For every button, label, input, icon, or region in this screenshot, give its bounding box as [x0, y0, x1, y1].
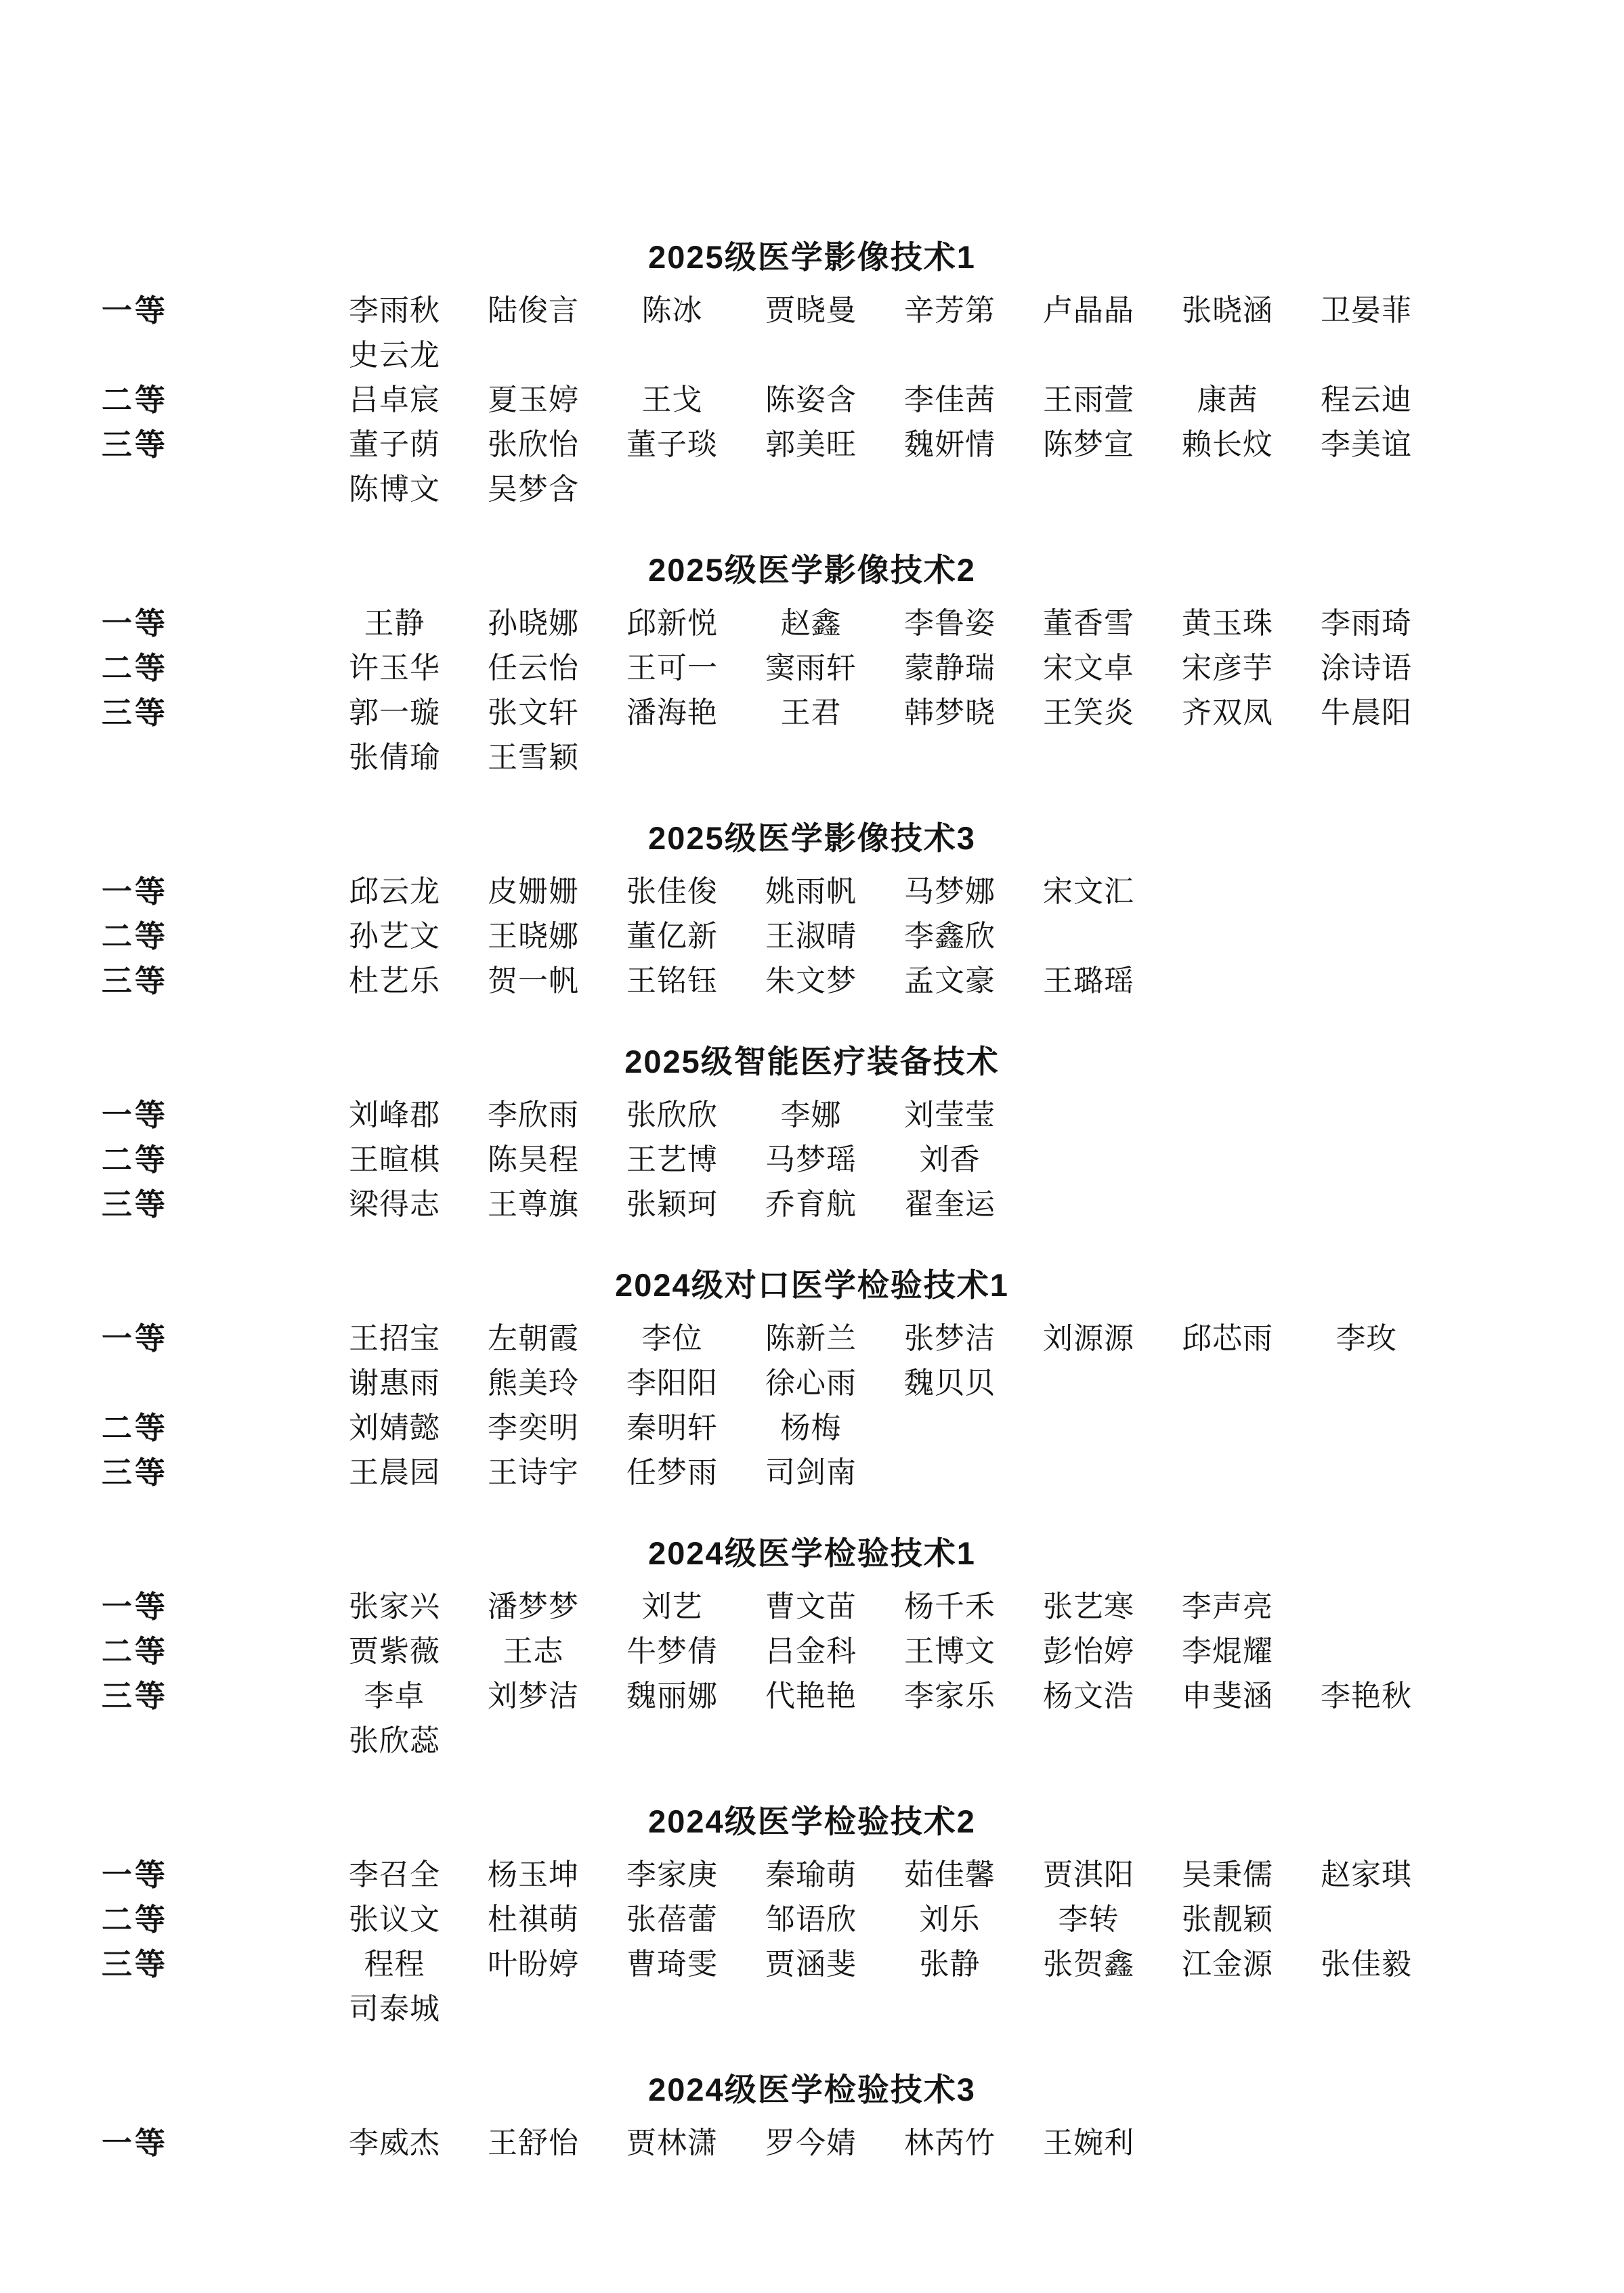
class-title: 2025级医学影像技术2 [648, 552, 976, 588]
student-name: 蒙静瑞 [904, 651, 996, 685]
names-line [325, 423, 1624, 467]
student-name: 郭一璇 [349, 696, 440, 729]
rank-row [0, 1451, 1624, 1495]
names-line [325, 467, 1624, 512]
student-name: 牛梦倩 [626, 1635, 718, 1668]
names-block [325, 959, 1624, 1004]
rank-row [0, 378, 1624, 423]
student-name: 张欣欣 [626, 1098, 718, 1132]
student-name: 李召全 [349, 1858, 440, 1891]
names-block [325, 691, 1624, 780]
student-name: 孟文豪 [904, 964, 996, 998]
rank-row [0, 691, 1624, 780]
names-line [325, 1316, 1624, 1361]
names-line [325, 1987, 1624, 2032]
class-title: 2025级智能医疗装备技术 [624, 1044, 1000, 1079]
names-line [325, 1674, 1624, 1719]
student-name: 贺一帆 [488, 964, 579, 998]
names-line [325, 1629, 1624, 1674]
names-line [325, 914, 1624, 959]
rank-label: 三等 [102, 695, 169, 730]
names-block [325, 1138, 1624, 1182]
student-name: 张靓颖 [1182, 1903, 1273, 1936]
student-name: 杜祺萌 [488, 1903, 579, 1936]
rank-row [0, 423, 1624, 512]
rank-row [0, 1138, 1624, 1182]
names-block [325, 601, 1624, 646]
student-name: 陈冰 [641, 294, 703, 327]
student-name: 邱芯雨 [1182, 1322, 1273, 1355]
student-name: 王艺博 [626, 1143, 718, 1176]
student-name: 张贺鑫 [1043, 1948, 1134, 1981]
student-name: 王静 [364, 607, 425, 640]
class-title: 2025级医学影像技术1 [648, 239, 976, 275]
student-name: 刘梦洁 [488, 1679, 579, 1713]
student-name: 李欣雨 [488, 1098, 579, 1132]
class-section [0, 819, 1624, 1004]
rank-row [0, 1942, 1624, 2032]
rank-row [0, 870, 1624, 914]
student-name: 王尊旗 [488, 1188, 579, 1221]
student-name: 贾晓曼 [765, 294, 857, 327]
student-name: 任梦雨 [626, 1456, 718, 1489]
student-name: 孙艺文 [349, 920, 440, 953]
student-name: 刘艺 [641, 1590, 703, 1623]
student-name: 郭美旺 [765, 428, 857, 461]
student-name: 宋文汇 [1043, 875, 1134, 908]
names-line [325, 601, 1624, 646]
rank-row [0, 914, 1624, 959]
student-name: 李转 [1058, 1903, 1119, 1936]
student-name: 李雨秋 [349, 294, 440, 327]
rank-label: 三等 [102, 1187, 169, 1222]
names-line [325, 1585, 1624, 1629]
rank-row [0, 1898, 1624, 1942]
names-line [325, 1093, 1624, 1138]
student-name: 王可一 [626, 651, 718, 685]
student-name: 张艺寒 [1043, 1590, 1134, 1623]
rank-row [0, 1629, 1624, 1674]
student-name: 王舒怡 [488, 2126, 579, 2160]
student-name: 贾涵斐 [765, 1948, 857, 1981]
student-name: 马梦瑶 [765, 1143, 857, 1176]
student-name: 董子荫 [349, 428, 440, 461]
student-name: 李玫 [1335, 1322, 1397, 1355]
student-name: 李威杰 [349, 2126, 440, 2160]
student-name: 梁得志 [349, 1188, 440, 1221]
student-name: 魏贝贝 [904, 1367, 996, 1400]
names-line [325, 1138, 1624, 1182]
rank-label: 二等 [102, 1411, 169, 1445]
student-name: 康茜 [1197, 383, 1258, 416]
student-name: 彭怡婷 [1043, 1635, 1134, 1668]
student-name: 王招宝 [349, 1322, 440, 1355]
names-block [325, 1629, 1624, 1674]
rank-label: 三等 [102, 964, 169, 998]
student-name: 李娜 [780, 1098, 842, 1132]
names-block [325, 914, 1624, 959]
student-name: 王晨园 [349, 1456, 440, 1489]
student-name: 王暄棋 [349, 1143, 440, 1176]
student-name: 熊美玲 [488, 1367, 579, 1400]
rank-label: 一等 [102, 293, 169, 328]
student-name: 李鲁姿 [904, 607, 996, 640]
class-section [0, 1043, 1624, 1227]
rank-label: 三等 [102, 1679, 169, 1713]
student-name: 邱云龙 [349, 875, 440, 908]
rank-label: 一等 [102, 1321, 169, 1356]
student-name: 李焜耀 [1182, 1635, 1273, 1668]
student-name: 杜艺乐 [349, 964, 440, 998]
student-name: 黄玉珠 [1182, 607, 1273, 640]
class-title: 2024级对口医学检验技术1 [615, 1267, 1009, 1303]
rank-label: 二等 [102, 383, 169, 417]
class-section [0, 1266, 1624, 1495]
student-name: 李奕明 [488, 1411, 579, 1444]
rank-label: 三等 [102, 1947, 169, 1981]
rank-label: 二等 [102, 1634, 169, 1669]
student-name: 任云怡 [488, 651, 579, 685]
student-name: 曹文苗 [765, 1590, 857, 1623]
student-name: 罗今婧 [765, 2126, 857, 2160]
names-block [325, 288, 1624, 378]
names-block [325, 1853, 1624, 1898]
student-name: 宋文卓 [1043, 651, 1134, 685]
student-name: 王笑炎 [1043, 696, 1134, 729]
student-name: 张文轩 [488, 696, 579, 729]
student-name: 卢晶晶 [1043, 294, 1134, 327]
names-line [325, 378, 1624, 423]
rank-row [0, 288, 1624, 378]
rank-row [0, 1674, 1624, 1763]
award-list [0, 238, 1624, 2166]
student-name: 魏妍情 [904, 428, 996, 461]
student-name: 张蓓蕾 [626, 1903, 718, 1936]
student-name: 潘梦梦 [488, 1590, 579, 1623]
student-name: 张静 [919, 1948, 981, 1981]
names-block [325, 1585, 1624, 1629]
student-name: 王雪颖 [488, 741, 579, 774]
rank-row [0, 1316, 1624, 1406]
student-name: 江金源 [1182, 1948, 1273, 1981]
names-line [325, 333, 1624, 378]
student-name: 李家乐 [904, 1679, 996, 1713]
student-name: 申斐涵 [1182, 1679, 1273, 1713]
rank-label: 一等 [102, 1858, 169, 1892]
student-name: 叶盼婷 [488, 1948, 579, 1981]
rank-label: 一等 [102, 606, 169, 641]
student-name: 贾淇阳 [1043, 1858, 1134, 1891]
rank-row [0, 1093, 1624, 1138]
student-name: 刘源源 [1043, 1322, 1134, 1355]
student-name: 杨玉坤 [488, 1858, 579, 1891]
rank-label: 二等 [102, 1902, 169, 1937]
names-block [325, 870, 1624, 914]
rank-row [0, 1182, 1624, 1227]
names-line [325, 959, 1624, 1004]
student-name: 陈梦宣 [1043, 428, 1134, 461]
student-name: 王戈 [641, 383, 703, 416]
names-block [325, 1406, 1624, 1451]
student-name: 陈昊程 [488, 1143, 579, 1176]
student-name: 谢惠雨 [349, 1367, 440, 1400]
rank-label: 一等 [102, 874, 169, 909]
student-name: 王志 [503, 1635, 564, 1668]
student-name: 林芮竹 [904, 2126, 996, 2160]
class-title: 2025级医学影像技术3 [648, 820, 976, 856]
student-name: 吕卓宸 [349, 383, 440, 416]
student-name: 辛芳第 [904, 294, 996, 327]
names-line [325, 735, 1624, 780]
student-name: 赵鑫 [780, 607, 842, 640]
rank-label: 一等 [102, 2126, 169, 2160]
names-block [325, 1451, 1624, 1495]
rank-label: 一等 [102, 1589, 169, 1624]
student-name: 董香雪 [1043, 607, 1134, 640]
rank-row [0, 1406, 1624, 1451]
names-line [325, 288, 1624, 333]
student-name: 杨文浩 [1043, 1679, 1134, 1713]
student-name: 王淑晴 [765, 920, 857, 953]
student-name: 张议文 [349, 1903, 440, 1936]
rank-row [0, 1585, 1624, 1629]
student-name: 司泰城 [349, 1992, 440, 2026]
names-line [325, 2121, 1624, 2166]
student-name: 贾林潇 [626, 2126, 718, 2160]
student-name: 许玉华 [349, 651, 440, 685]
student-name: 杨千禾 [904, 1590, 996, 1623]
student-name: 代艳艳 [765, 1679, 857, 1713]
class-section [0, 2071, 1624, 2166]
student-name: 张欣怡 [488, 428, 579, 461]
student-name: 刘峰郡 [349, 1098, 440, 1132]
student-name: 乔育航 [765, 1188, 857, 1221]
student-name: 李声亮 [1182, 1590, 1273, 1623]
student-name: 李艳秋 [1321, 1679, 1412, 1713]
rank-row [0, 1853, 1624, 1898]
class-title: 2024级医学检验技术3 [648, 2072, 976, 2107]
class-section [0, 238, 1624, 512]
student-name: 张佳俊 [626, 875, 718, 908]
student-name: 左朝霞 [488, 1322, 579, 1355]
student-name: 齐双凤 [1182, 696, 1273, 729]
student-name: 韩梦晓 [904, 696, 996, 729]
rank-label: 三等 [102, 1455, 169, 1490]
names-block [325, 1182, 1624, 1227]
names-block [325, 1093, 1624, 1138]
rank-row [0, 2121, 1624, 2166]
student-name: 皮姗姗 [488, 875, 579, 908]
names-line [325, 1942, 1624, 1987]
student-name: 曹琦雯 [626, 1948, 718, 1981]
student-name: 张家兴 [349, 1590, 440, 1623]
student-name: 张倩瑜 [349, 741, 440, 774]
class-section [0, 1803, 1624, 2032]
names-line [325, 1719, 1624, 1763]
names-line [325, 1853, 1624, 1898]
student-name: 王诗宇 [488, 1456, 579, 1489]
student-name: 李阳阳 [626, 1367, 718, 1400]
names-block [325, 423, 1624, 512]
student-name: 陈姿含 [765, 383, 857, 416]
student-name: 潘海艳 [626, 696, 718, 729]
names-block [325, 1898, 1624, 1942]
names-block [325, 1674, 1624, 1763]
names-line [325, 646, 1624, 691]
student-name: 宋彦芋 [1182, 651, 1273, 685]
student-name: 邱新悦 [626, 607, 718, 640]
student-name: 杨梅 [780, 1411, 842, 1444]
student-name: 窦雨轩 [765, 651, 857, 685]
student-name: 吴梦含 [488, 473, 579, 506]
names-line [325, 1182, 1624, 1227]
student-name: 牛晨阳 [1321, 696, 1412, 729]
student-name: 司剑南 [765, 1456, 857, 1489]
student-name: 王婉利 [1043, 2126, 1134, 2160]
student-name: 孙晓娜 [488, 607, 579, 640]
student-name: 王铭钰 [626, 964, 718, 998]
student-name: 刘香 [919, 1143, 981, 1176]
student-name: 朱文梦 [765, 964, 857, 998]
class-title: 2024级医学检验技术2 [648, 1803, 976, 1839]
student-name: 卫晏菲 [1321, 294, 1412, 327]
class-title: 2024级医学检验技术1 [648, 1535, 976, 1571]
student-name: 赖长炆 [1182, 428, 1273, 461]
names-line [325, 1898, 1624, 1942]
rank-row [0, 646, 1624, 691]
class-section [0, 551, 1624, 780]
student-name: 张颖珂 [626, 1188, 718, 1221]
student-name: 程云迪 [1321, 383, 1412, 416]
student-name: 张梦洁 [904, 1322, 996, 1355]
student-name: 李鑫欣 [904, 920, 996, 953]
student-name: 李卓 [364, 1679, 425, 1713]
names-block [325, 1316, 1624, 1406]
rank-label: 一等 [102, 1098, 169, 1132]
student-name: 张晓涵 [1182, 294, 1273, 327]
names-line [325, 1406, 1624, 1451]
student-name: 王璐瑶 [1043, 964, 1134, 998]
rank-label: 二等 [102, 919, 169, 953]
student-name: 茹佳馨 [904, 1858, 996, 1891]
names-line [325, 691, 1624, 735]
names-block [325, 1942, 1624, 2032]
student-name: 秦明轩 [626, 1411, 718, 1444]
rank-row [0, 959, 1624, 1004]
student-name: 马梦娜 [904, 875, 996, 908]
student-name: 程程 [364, 1948, 425, 1981]
student-name: 王君 [780, 696, 842, 729]
student-name: 王晓娜 [488, 920, 579, 953]
student-name: 徐心雨 [765, 1367, 857, 1400]
names-block [325, 2121, 1624, 2166]
rank-label: 三等 [102, 427, 169, 462]
student-name: 姚雨帆 [765, 875, 857, 908]
student-name: 陆俊言 [488, 294, 579, 327]
student-name: 李佳茜 [904, 383, 996, 416]
student-name: 夏玉婷 [488, 383, 579, 416]
rank-row [0, 601, 1624, 646]
student-name: 刘莹莹 [904, 1098, 996, 1132]
class-section [0, 1535, 1624, 1763]
student-name: 陈博文 [349, 473, 440, 506]
student-name: 魏丽娜 [626, 1679, 718, 1713]
student-name: 吴秉儒 [1182, 1858, 1273, 1891]
student-name: 董亿新 [626, 920, 718, 953]
rank-label: 二等 [102, 1142, 169, 1177]
student-name: 秦瑜萌 [765, 1858, 857, 1891]
student-name: 吕金科 [765, 1635, 857, 1668]
student-name: 李家庚 [626, 1858, 718, 1891]
student-name: 李雨琦 [1321, 607, 1412, 640]
student-name: 张欣蕊 [349, 1724, 440, 1757]
student-name: 刘婧懿 [349, 1411, 440, 1444]
student-name: 史云龙 [349, 339, 440, 372]
student-name: 张佳毅 [1321, 1948, 1412, 1981]
rank-label: 二等 [102, 651, 169, 685]
names-line [325, 1451, 1624, 1495]
student-name: 王雨萱 [1043, 383, 1134, 416]
names-block [325, 378, 1624, 423]
student-name: 李美谊 [1321, 428, 1412, 461]
student-name: 王博文 [904, 1635, 996, 1668]
student-name: 涂诗语 [1321, 651, 1412, 685]
student-name: 贾紫薇 [349, 1635, 440, 1668]
names-line [325, 1361, 1624, 1406]
student-name: 陈新兰 [765, 1322, 857, 1355]
student-name: 刘乐 [919, 1903, 981, 1936]
student-name: 董子琰 [626, 428, 718, 461]
student-name: 邹语欣 [765, 1903, 857, 1936]
student-name: 赵家琪 [1321, 1858, 1412, 1891]
names-line [325, 870, 1624, 914]
names-block [325, 646, 1624, 691]
student-name: 李位 [641, 1322, 703, 1355]
student-name: 翟奎运 [904, 1188, 996, 1221]
